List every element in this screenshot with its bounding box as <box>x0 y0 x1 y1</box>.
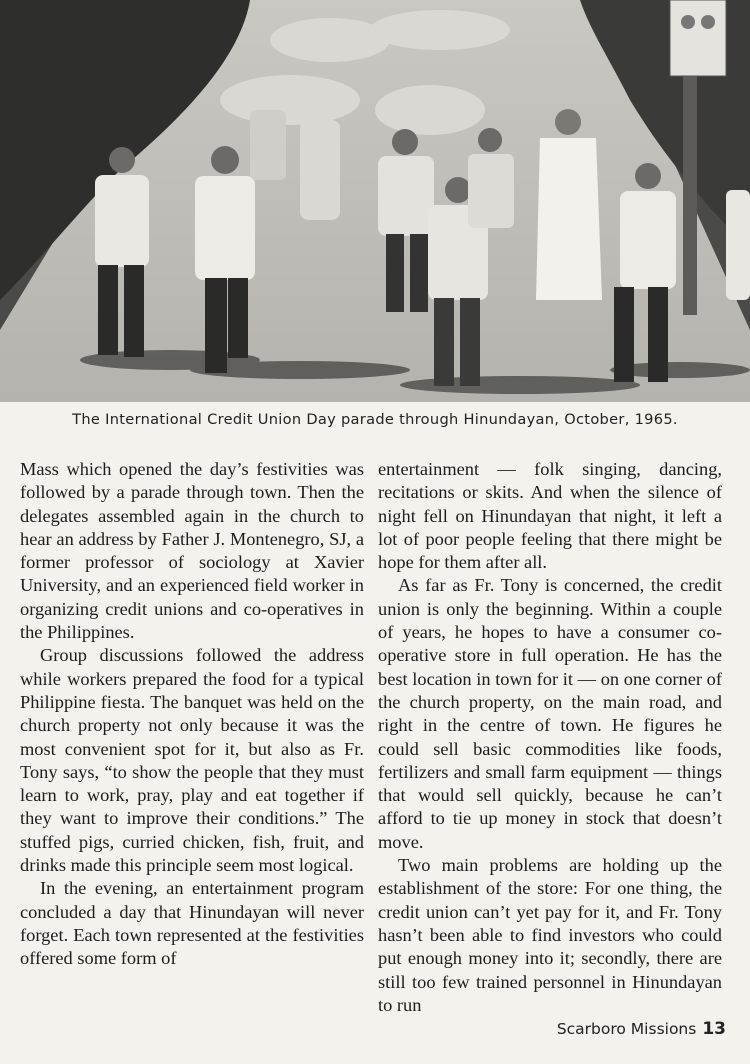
page-number: 13 <box>702 1019 726 1039</box>
paragraph: In the evening, an entertainment program concluded a day that Hinundayan will never forget. Each town represented at the festivities offered some form of <box>20 878 364 969</box>
publication-name: Scarboro Missions <box>556 1020 697 1038</box>
article-body <box>20 458 722 1015</box>
parade-photo <box>0 0 750 402</box>
paragraph: Two main problems are holding up the establishment of the store: For one thing, the credit union can’t yet pay for it, and Fr. Tony hasn’t been able to find investors who could put enough money into it; secondly, there are still too few trained personnel in Hinundayan to run <box>378 855 722 1015</box>
photograph-parade-icon <box>0 0 750 402</box>
paragraph: Mass which opened the day’s festivities was followed by a parade through town. Then the delegates assembled again in the church to hear an address by Father J. Montenegro, SJ, a former professor of sociology at Xavier University, and an experienced field worker in organizing credit unions and co-operatives in the Philippines. <box>20 459 364 643</box>
left-column <box>20 458 364 1008</box>
paragraph: entertainment — folk singing, dancing, recitations or skits. And when the silence of night fell on Hinundayan that night, it left a lot of poor people feeling that there might be hope for them after all. <box>378 459 722 573</box>
right-column <box>378 458 722 1015</box>
photo-caption: The International Credit Union Day parade through Hinundayan, October, 1965. <box>72 411 678 428</box>
paragraph: As far as Fr. Tony is concerned, the credit union is only the beginning. Within a couple of years, he hopes to have a consumer co-operative store in full operation. He has the best location in town for it — on one corner of the church property, on the main road, and right in the centre of town. He figures he could sell basic commodities like foods, fertilizers and small farm equipment — things that would sell quickly, because he can’t afford to tie up money in stock that doesn’t move. <box>378 575 722 852</box>
page-footer <box>557 1019 726 1039</box>
paragraph: Group discussions followed the address while workers prepared the food for a typical Philippine fiesta. The banquet was held on the church property not only because it was the most convenient spot for it, but also as Fr. Tony says, “to show the people that they must learn to work, pray, play and eat together if they want to improve their conditions.” The stuffed pigs, curried chicken, fish, fruit, and drinks made this principle seem most logical. <box>20 645 364 876</box>
